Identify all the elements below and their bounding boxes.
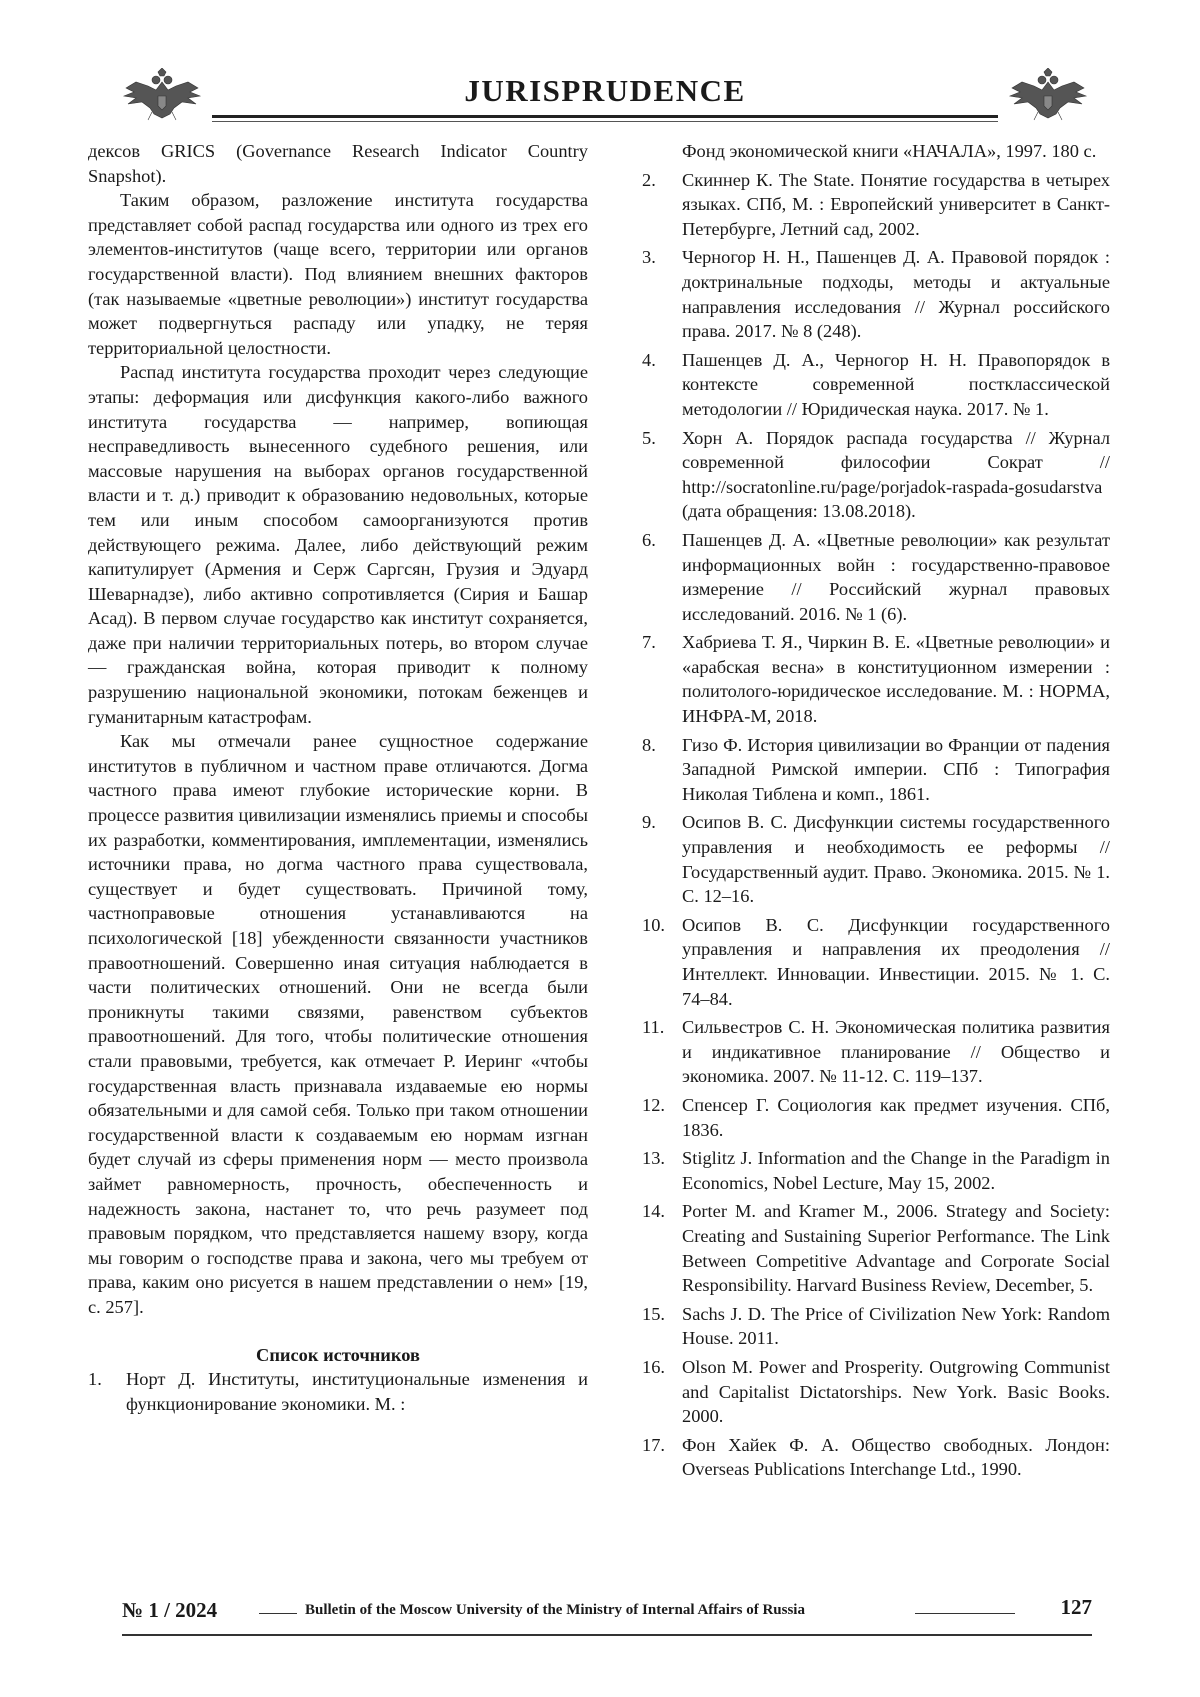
references-list [88,1367,588,1416]
reference-number: 14. [642,1201,665,1222]
paragraph: Таким образом, разложение института государства представляет собой распад государства или одного из трех его элементов-институтов (чаще всего, территории или органов государственной власти). Под влиянием внешних факторов (так называемые «цветные революции») институт государства может подвергнуться распаду или упадку, не теряя территориальной целостности. [88,190,588,358]
reference-item [642,426,1110,524]
paragraph: дексов GRICS (Governance Research Indicator Country Snapshot). [88,141,588,186]
reference-continuation: Фонд экономической книги «НАЧАЛА», 1997. 180 с. [682,141,1097,161]
reference-item [642,1093,1110,1142]
reference-number: 10. [642,914,665,935]
reference-text: Stiglitz J. Information and the Change in the Paradigm in Economics, Nobel Lecture, May 15, 2002. [682,1148,1110,1193]
reference-number: 2. [642,169,656,190]
reference-item [642,245,1110,343]
reference-number: 17. [642,1434,665,1455]
section-title: JURISPRUDENCE [464,73,746,108]
reference-number: 8. [642,734,656,755]
issue-number: № 1 / 2024 [122,1598,218,1622]
reference-text: Скиннер К. The State. Понятие государства в четырех языках. СПб, М. : Европейский университет в Санкт-Петербурге, Летний сад, 2002. [682,169,1110,239]
double-headed-eagle-emblem-icon [1006,68,1090,122]
reference-item [642,1199,1110,1297]
reference-text: Пашенцев Д. А., Черногор Н. Н. Правопорядок в контексте современной постклассической методологии // Юридическая наука. 2017. № 1. [682,349,1110,419]
reference-number: 3. [642,247,656,268]
reference-item [642,630,1110,728]
reference-text: Хабриева Т. Я., Чиркин В. Е. «Цветные революции» и «арабская весна» в конституционном измерении : политолого-юридическое исследование. М. : НОРМА, ИНФРА-М, 2018. [682,632,1110,727]
reference-number: 11. [642,1017,665,1038]
reference-text: Осипов В. С. Дисфункции государственного управления и направления их преодоления // Интеллект. Инновации. Инвестиции. 2015. № 1. С. 74–84. [682,914,1110,1009]
reference-number: 12. [642,1094,665,1115]
reference-number: 16. [642,1356,665,1377]
reference-item [642,348,1110,422]
reference-text: Sachs J. D. The Price of Civilization New York: Random House. 2011. [682,1303,1110,1349]
reference-item [642,1433,1110,1482]
page-number: 127 [1060,1595,1092,1619]
reference-text: Olson M. Power and Prosperity. Outgrowing Communist and Capitalist Dictatorships. New York. Basic Books. 2000. [682,1356,1110,1427]
reference-number: 9. [642,812,656,833]
reference-item [88,1367,588,1416]
reference-text: Сильвестров С. Н. Экономическая политика развития и индикативное планирование // Общество и экономика. 2007. № 11-12. С. 119–137. [682,1017,1110,1087]
reference-text: Спенсер Г. Социология как предмет изучения. СПб, 1836. [682,1094,1110,1140]
reference-number: 5. [642,427,656,448]
page-footer [122,1595,1092,1638]
journal-name: Bulletin of the Moscow University of the Ministry of Internal Affairs of Russia [305,1602,805,1618]
reference-text: Porter M. and Kramer M., 2006. Strategy and Society: Creating and Sustaining Superior Performance. The Link Between Competitive Advantage and Corporate Social Responsibility. Harvard Business Review, December, 5. [682,1201,1110,1296]
reference-item [642,733,1110,807]
reference-number: 13. [642,1148,665,1169]
reference-item [642,528,1110,626]
reference-item [642,810,1110,908]
reference-item [642,1015,1110,1089]
reference-item [642,1302,1110,1351]
reference-number: 4. [642,349,656,370]
reference-text: Пашенцев Д. А. «Цветные революции» как результат информационных войн : государственно-правовое измерение // Российский журнал правовых исследований. 2016. № 1 (6). [682,529,1110,624]
footer-rule [122,1634,1092,1636]
header-rule [212,115,998,118]
reference-number: 15. [642,1303,665,1324]
right-column [642,139,1110,1486]
header-rule-thin [212,121,998,122]
reference-text: Осипов В. С. Дисфункции системы государственного управления и необходимость ее реформы // Государственный аудит. Право. Экономика. 2015. № 1. С. 12–16. [682,812,1110,907]
paragraph: Как мы отмечали ранее сущностное содержание институтов в публичном и частном праве отличаются. Догма частного права имеют глубокие исторические корни. В процессе развития цивилизации изменялись приемы и способы их разработки, комментирования, имплементации, изменялись источники права, но догма частного права существовала, существует и будет существовать. Причиной тому, частноправовые отношения устанавливаются на психологической [18] убежденности связанности участников правоотношений. Совершенно иная ситуация наблюдается в части политических отношений. Они не всегда были проникнуты такими связями, равенством субъектов правоотношений. Для того, чтобы политические отношения стали правовыми, требуется, как отмечает Р. Иеринг «чтобы государственная власть признавала издаваемые ею нормы обязательными и для самой себя. Только при таком отношении государственной власти к создаваемым ею нормам изгнан будет случай из сферы применения норм — место произвола займет равномерность, прочность, обеспеченность и надежность закона, настанет то, что речь разумеет под правовым порядком, что представляется нашему взору, когда мы говорим о господстве права и закона, чего мы требуем от права, каким оно рисуется в нашем представлении о нем» [19, с. 257]. [88,731,588,1317]
references-list [642,168,1110,1482]
reference-item [642,1146,1110,1195]
reference-text: Норт Д. Институты, институциональные изменения и функционирование экономики. М. : [126,1369,588,1414]
reference-text: Гизо Ф. История цивилизации во Франции от падения Западной Римской империи. СПб : Типография Николая Тиблена и комп., 1861. [682,734,1110,804]
references-heading: Список источников [256,1344,420,1365]
reference-text: Черногор Н. Н., Пашенцев Д. А. Правовой порядок : доктринальные подходы, методы и актуальные направления исследования // Журнал российского права. 2017. № 8 (248). [682,247,1110,342]
reference-number: 7. [642,632,656,653]
reference-item [642,1355,1110,1429]
page-header [120,68,1090,128]
reference-text: Фон Хайек Ф. А. Общество свободных. Лондон: Overseas Publications Interchange Ltd., 1990. [682,1434,1110,1480]
reference-text: Хорн А. Порядок распада государства // Журнал современной философии Сократ // http://socratonline.ru/page/porjadok-raspada-gosudarstva (дата обращения: 13.08.2018). [682,427,1110,522]
paragraph: Распад института государства проходит через следующие этапы: деформация или дисфункция какого-либо важного института государства — например, вопиющая несправедливость вынесенного судебного решения, или массовые нарушения на выборах органов государственной власти и т. д.) приводит к образованию недовольных, которые тем или иным способом самоорганизуются против действующего режима. Далее, либо действующий режим капитулирует (Армения и Серж Саргсян, Грузия и Эдуард Шеварнадзе), либо активно сопротивляется (Сирия и Башар Асад). В первом случае государство как институт сохраняется, даже при наличии территориальных потерь, во втором случае — гражданская война, которая приводит к полному разрушению национальной экономики, потокам беженцев и гуманитарным катастрофам. [88,362,588,727]
reference-number: 1. [88,1369,102,1390]
reference-item [642,913,1110,1011]
reference-number: 6. [642,529,656,550]
footer-dash [259,1613,297,1614]
reference-item [642,168,1110,242]
left-column [88,139,588,1420]
footer-dash [915,1613,1015,1614]
